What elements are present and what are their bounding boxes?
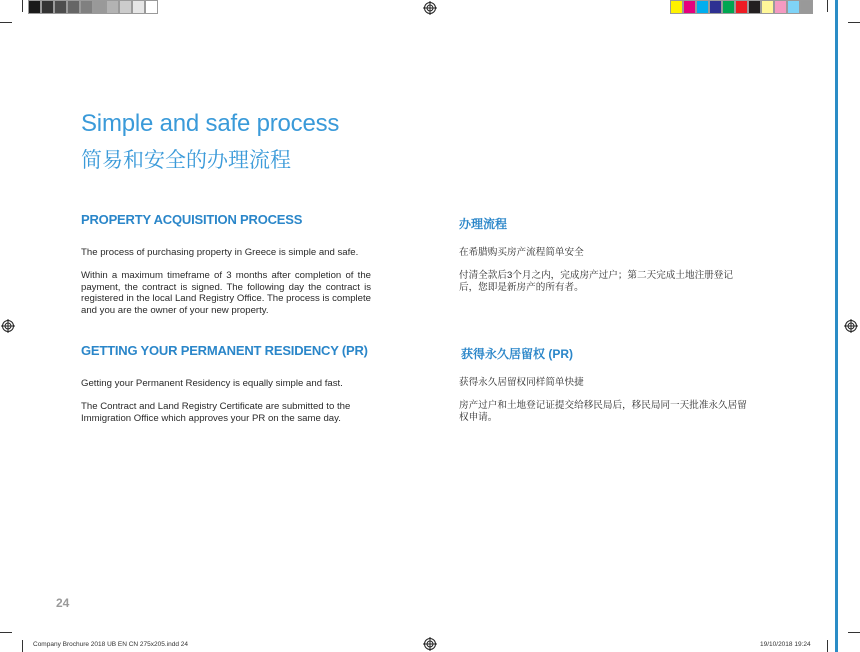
color-swatch — [119, 0, 132, 14]
acquisition-text-en — [81, 247, 371, 328]
acquisition-text-cn — [459, 247, 751, 304]
color-swatch — [93, 0, 106, 14]
acquisition-heading-en: PROPERTY ACQUISITION PROCESS — [81, 212, 303, 227]
color-swatch — [54, 0, 67, 14]
crop-mark — [0, 632, 12, 633]
crop-mark — [827, 640, 828, 652]
registration-mark-icon — [423, 637, 437, 651]
acquisition-paragraph: 在希腊购买房产流程简单安全 — [459, 247, 584, 258]
color-swatch — [696, 0, 709, 14]
acquisition-paragraph: 付清全款后3个月之内，完成房产过户；第二天完成土地注册登记后，您即是新房产的所有者。 — [459, 269, 733, 293]
page-edge — [835, 0, 838, 652]
acquisition-heading-cn: 办理流程 — [459, 217, 508, 231]
color-swatch — [683, 0, 696, 14]
registration-mark-icon — [1, 319, 15, 333]
color-swatch — [132, 0, 145, 14]
color-swatch — [41, 0, 54, 14]
slug-timestamp: 19/10/2018 19:24 — [760, 641, 811, 648]
crop-mark — [22, 640, 23, 652]
color-swatch — [800, 0, 813, 14]
residency-paragraph: 房产过户和土地登记证提交给移民局后，移民局同一天批准永久居留权申请。 — [459, 399, 747, 423]
crop-mark — [848, 22, 860, 23]
color-swatch — [28, 0, 41, 14]
page-title-en: Simple and safe process — [81, 110, 340, 137]
color-swatch — [67, 0, 80, 14]
residency-heading-en: GETTING YOUR PERMANENT RESIDENCY (PR) — [81, 343, 368, 358]
color-swatch — [670, 0, 683, 14]
crop-mark — [0, 22, 12, 23]
color-swatch — [722, 0, 735, 14]
color-swatch — [787, 0, 800, 14]
crop-mark — [827, 0, 828, 12]
residency-paragraph: The Contract and Land Registry Certificate are submitted to the Immigration Office which approves your PR on the same day. — [81, 400, 351, 424]
color-swatch — [748, 0, 761, 14]
residency-text-cn — [459, 377, 751, 434]
acquisition-paragraph: The process of purchasing property in Greece is simple and safe. — [81, 247, 359, 258]
residency-paragraph: 获得永久居留权同样简单快捷 — [459, 377, 584, 388]
gray-scale-bar — [28, 0, 158, 16]
residency-paragraph: Getting your Permanent Residency is equally simple and fast. — [81, 378, 343, 389]
color-swatch — [761, 0, 774, 14]
color-swatch — [106, 0, 119, 14]
page-number: 24 — [56, 596, 70, 610]
page-title-cn: 简易和安全的办理流程 — [81, 149, 291, 172]
registration-mark-icon — [844, 319, 858, 333]
color-swatch — [80, 0, 93, 14]
slug-filename: Company Brochure 2018 UB EN CN 275x205.indd 24 — [33, 641, 189, 648]
registration-mark-icon — [423, 1, 437, 15]
color-swatch — [774, 0, 787, 14]
acquisition-paragraph: Within a maximum timeframe of 3 months after completion of the payment, the contract is signed. The following day the contract is registered in the local Land Registry Office. The process is complete and you are the owner of your new property. — [81, 269, 371, 317]
residency-text-en — [81, 378, 371, 435]
residency-heading-cn: 获得永久居留权 (PR) — [461, 347, 573, 361]
crop-mark — [22, 0, 23, 12]
color-swatch — [735, 0, 748, 14]
color-bar — [670, 0, 813, 16]
color-swatch — [709, 0, 722, 14]
color-swatch — [145, 0, 158, 14]
crop-mark — [848, 632, 860, 633]
